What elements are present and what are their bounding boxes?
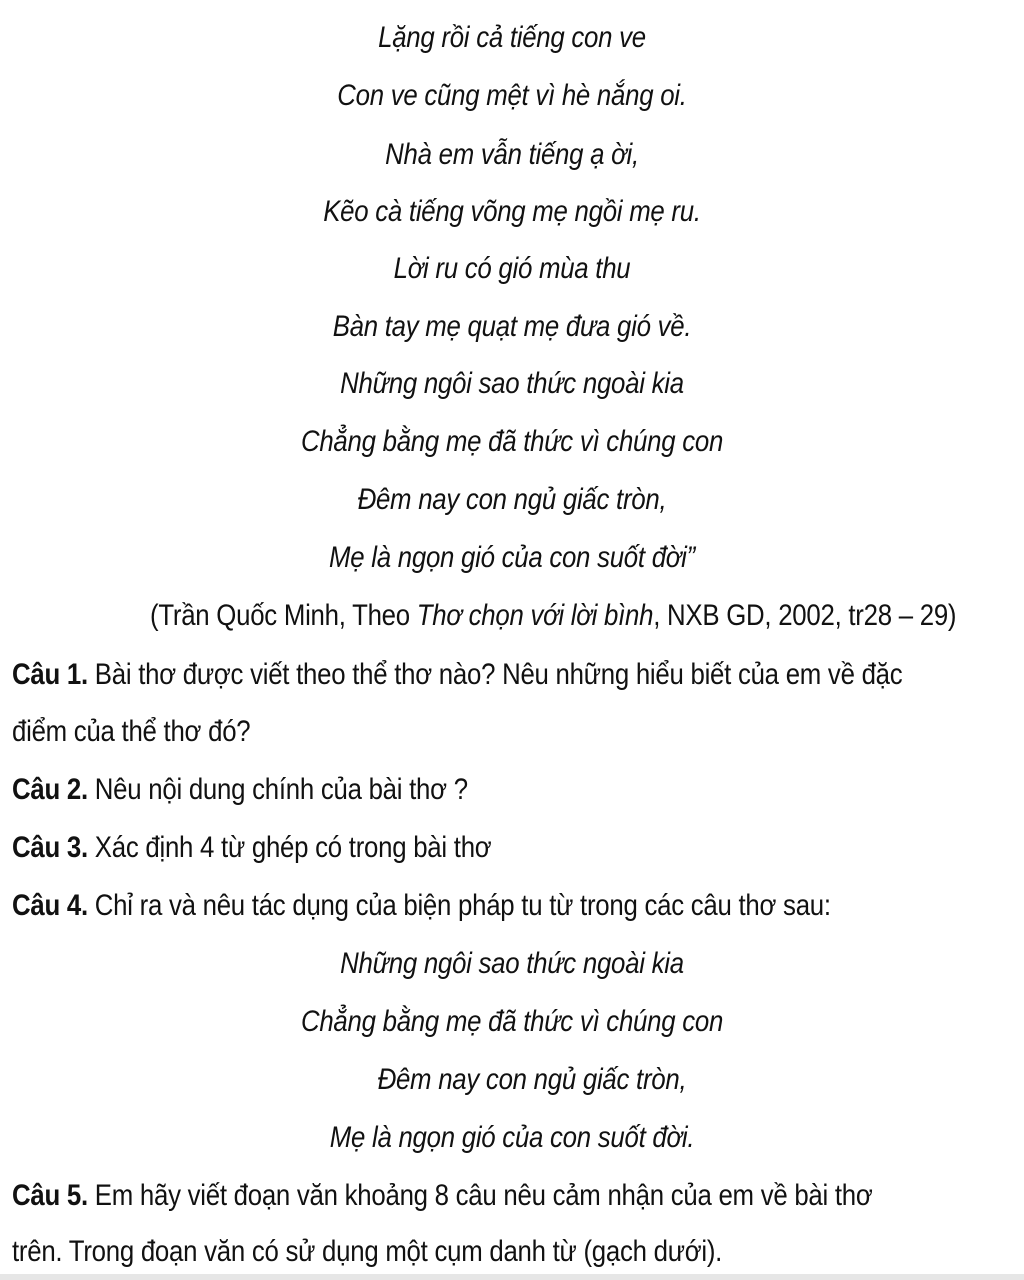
question-5-label: Câu 5. xyxy=(12,1179,88,1212)
question-3 xyxy=(12,828,491,868)
question-1-label: Câu 1. xyxy=(12,658,88,691)
question-2-label: Câu 2. xyxy=(12,773,88,806)
poem-line-8: Chẳng bằng mẹ đã thức vì chúng con xyxy=(300,425,724,458)
poem-line-5: Lời ru có gió mùa thu xyxy=(393,252,631,285)
question-1-text: Bài thơ được viết theo thể thơ nào? Nêu những hiểu biết của em về đặc xyxy=(87,658,903,691)
poem-line-6: Bàn tay mẹ quạt mẹ đưa gió về. xyxy=(332,310,692,343)
question-2-text: Nêu nội dung chính của bài thơ ? xyxy=(87,773,468,806)
citation xyxy=(150,596,956,636)
question-5 xyxy=(12,1176,873,1216)
poem-line-9: Đêm nay con ngủ giấc tròn, xyxy=(357,483,667,516)
bottom-edge-divider xyxy=(0,1274,1024,1280)
question-2 xyxy=(12,770,468,810)
question-5-text: Em hãy viết đoạn văn khoảng 8 câu nêu cảm nhận của em về bài thơ xyxy=(87,1179,873,1212)
question-3-label: Câu 3. xyxy=(12,831,88,864)
poem-line-7: Những ngôi sao thức ngoài kia xyxy=(340,367,684,400)
poem-line-2: Con ve cũng mệt vì hè nắng oi. xyxy=(337,79,687,112)
question-1-continuation: điểm của thể thơ đó? xyxy=(12,715,251,748)
citation-book-title: Thơ chọn với lời bình xyxy=(416,599,654,632)
question-3-text: Xác định 4 từ ghép có trong bài thơ xyxy=(87,831,492,864)
citation-prefix: (Trần Quốc Minh, Theo xyxy=(150,599,417,632)
citation-suffix: , NXB GD, 2002, tr28 – 29) xyxy=(653,599,957,632)
poem-line-3: Nhà em vẫn tiếng ạ ời, xyxy=(385,138,639,171)
question-1 xyxy=(12,655,902,695)
poem-line-10: Mẹ là ngọn gió của con suốt đời” xyxy=(329,541,695,574)
question-4-label: Câu 4. xyxy=(12,889,88,922)
question-4 xyxy=(12,886,831,926)
quote-line-2: Chẳng bằng mẹ đã thức vì chúng con xyxy=(300,1005,724,1038)
question-5-continuation: trên. Trong đoạn văn có sử dụng một cụm danh từ (gạch dưới). xyxy=(12,1235,723,1268)
poem-line-1: Lặng rồi cả tiếng con ve xyxy=(378,21,646,54)
quote-line-4: Mẹ là ngọn gió của con suốt đời. xyxy=(329,1121,695,1154)
poem-line-4: Kẽo cà tiếng võng mẹ ngồi mẹ ru. xyxy=(323,195,701,228)
quote-line-1: Những ngôi sao thức ngoài kia xyxy=(340,947,684,980)
question-4-text: Chỉ ra và nêu tác dụng của biện pháp tu từ trong các câu thơ sau: xyxy=(87,889,831,922)
quote-line-3: Đêm nay con ngủ giấc tròn, xyxy=(377,1063,687,1096)
